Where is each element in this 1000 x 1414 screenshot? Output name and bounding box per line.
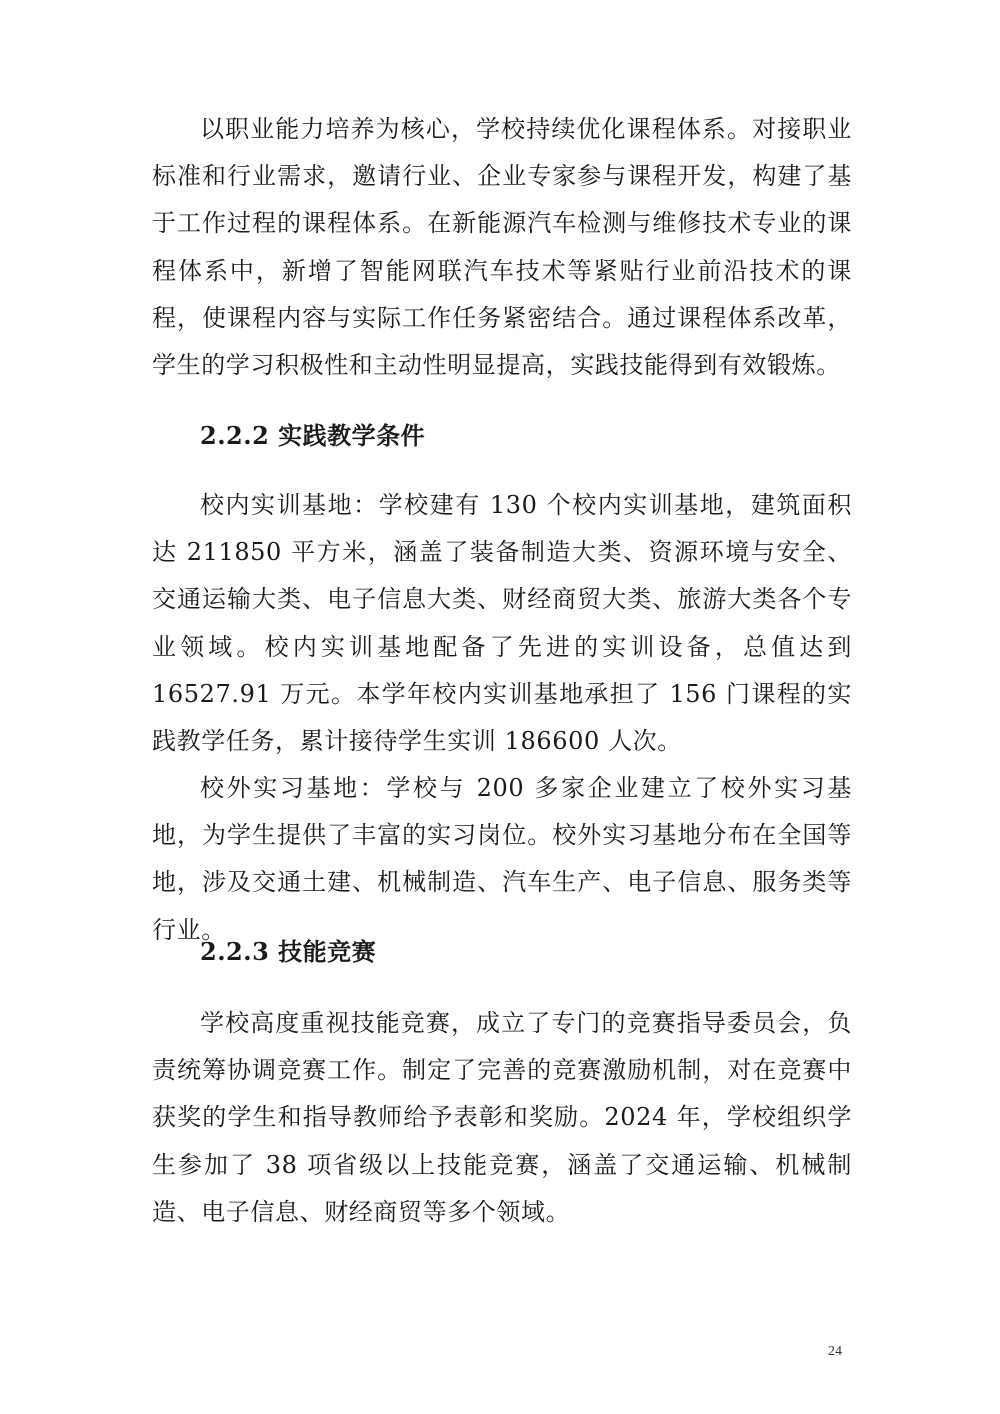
section-heading-practice-conditions: 2.2.2 实践教学条件 [200, 421, 426, 450]
skills-competition-paragraph: 学校高度重视技能竞赛，成立了专门的竞赛指导委员会，负责统筹协调竞赛工作。制定了完善的竞赛激励机制，对在竞赛中获奖的学生和指导教师给予表彰和奖励。2024 年，学校组织学生参加了 38 项省级以上技能竞赛，涵盖了交通运输、机械制造、电子信息、财经商贸等多个领域。 [152, 1009, 852, 1226]
page-number: 24 [828, 1344, 842, 1359]
section-heading-skills-competition: 2.2.3 技能竞赛 [200, 937, 377, 966]
internal-training-base-paragraph: 校内实训基地：学校建有 130 个校内实训基地，建筑面积达 211850 平方米，涵盖了装备制造大类、资源环境与安全、交通运输大类、电子信息大类、财经商贸大类、旅游大类各个专业领域。校内实训基地配备了先进的实训设备，总值达到 16527.91 万元。本学年校内实训基地承担了 156 门课程的实践教学任务，累计接待学生实训 186600 人次。 [152, 491, 852, 756]
curriculum-paragraph: 以职业能力培养为核心，学校持续优化课程体系。对接职业标准和行业需求，邀请行业、企业专家参与课程开发，构建了基于工作过程的课程体系。在新能源汽车检测与维修技术专业的课程体系中，新增了智能网联汽车技术等紧贴行业前沿技术的课程，使课程内容与实际工作任务紧密结合。通过课程体系改革，学生的学习积极性和主动性明显提高，实践技能得到有效锻炼。 [152, 115, 852, 380]
external-internship-base-paragraph: 校外实习基地：学校与 200 多家企业建立了校外实习基地，为学生提供了丰富的实习岗位。校外实习基地分布在全国等地，涉及交通土建、机械制造、汽车生产、电子信息、服务类等行业。 [152, 774, 852, 944]
